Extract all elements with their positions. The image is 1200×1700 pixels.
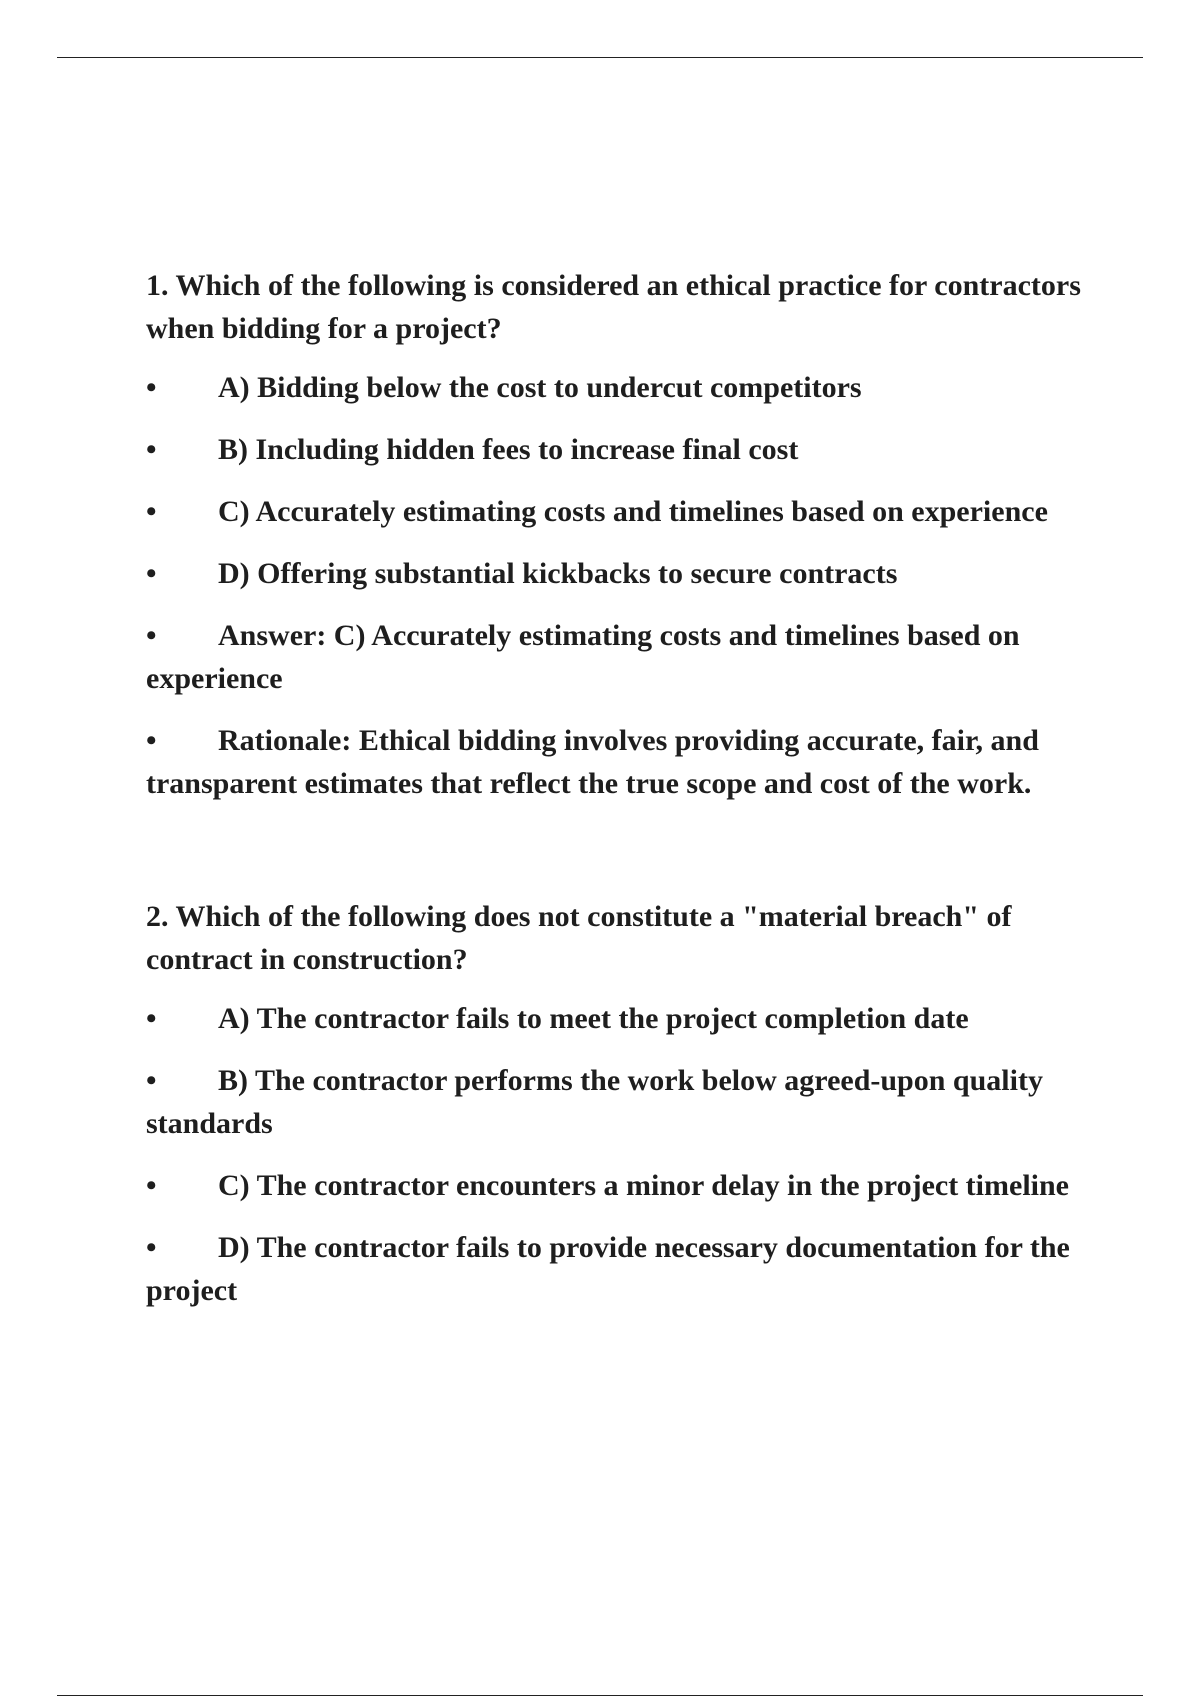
bullet-icon: • bbox=[146, 557, 157, 590]
bullet-icon: • bbox=[146, 1169, 157, 1202]
option-text: A) Bidding below the cost to undercut competitors bbox=[218, 371, 862, 404]
bullet-icon: • bbox=[146, 495, 157, 528]
option-text: D) The contractor fails to provide necessary documentation for the project bbox=[146, 1231, 1070, 1307]
bullet-icon: • bbox=[146, 371, 157, 404]
question-1-answer bbox=[146, 614, 1086, 700]
question-2 bbox=[146, 895, 1086, 1312]
bullet-icon: • bbox=[146, 619, 157, 652]
bullet-icon: • bbox=[146, 1002, 157, 1035]
document-body bbox=[146, 264, 1086, 1331]
bullet-icon: • bbox=[146, 433, 157, 466]
question-1 bbox=[146, 264, 1086, 805]
option-text: D) Offering substantial kickbacks to secure contracts bbox=[218, 557, 898, 590]
question-2-option-a bbox=[146, 997, 1086, 1040]
question-1-option-a bbox=[146, 366, 1086, 409]
footer-rule bbox=[57, 1695, 1143, 1696]
question-2-option-b bbox=[146, 1059, 1086, 1145]
bullet-icon: • bbox=[146, 724, 157, 757]
question-2-option-c bbox=[146, 1164, 1086, 1207]
option-text: A) The contractor fails to meet the project completion date bbox=[218, 1002, 969, 1035]
question-2-title: 2. Which of the following does not constitute a "material breach" of contract in construction? bbox=[146, 900, 1012, 976]
question-1-option-b bbox=[146, 428, 1086, 471]
bullet-icon: • bbox=[146, 1231, 157, 1264]
option-text: C) The contractor encounters a minor delay in the project timeline bbox=[218, 1169, 1069, 1202]
option-text: B) Including hidden fees to increase final cost bbox=[218, 433, 799, 466]
header-rule bbox=[57, 57, 1143, 58]
question-1-option-c bbox=[146, 490, 1086, 533]
question-1-rationale bbox=[146, 719, 1086, 805]
option-text: C) Accurately estimating costs and timelines based on experience bbox=[218, 495, 1048, 528]
question-2-option-d bbox=[146, 1226, 1086, 1312]
option-text: B) The contractor performs the work below agreed-upon quality standards bbox=[146, 1064, 1043, 1140]
question-1-option-d bbox=[146, 552, 1086, 595]
bullet-icon: • bbox=[146, 1064, 157, 1097]
question-1-title: 1. Which of the following is considered an ethical practice for contractors when bidding for a project? bbox=[146, 269, 1081, 345]
rationale-text: Rationale: Ethical bidding involves providing accurate, fair, and transparent estimates that reflect the true scope and cost of the work. bbox=[146, 724, 1039, 800]
answer-text: Answer: C) Accurately estimating costs and timelines based on experience bbox=[146, 619, 1020, 695]
